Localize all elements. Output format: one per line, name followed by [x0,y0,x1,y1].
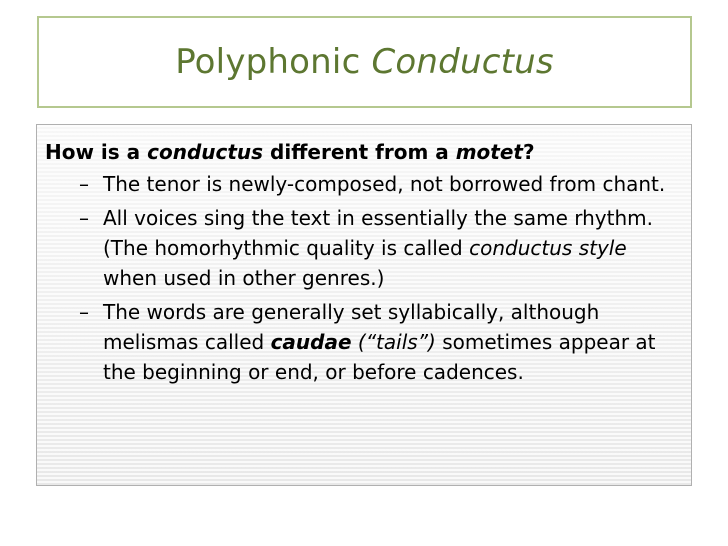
term-tails: (“tails”) [351,330,436,354]
bullet-text: The tenor is newly-composed, not borrowed from chant. [103,172,666,196]
bullet-text-end: when used in other genres.) [103,266,385,290]
question-part1: How is a [45,140,148,164]
question-part3: different from a [263,140,456,164]
bullet-text: The words are generally set syllabically, although melismas called [103,300,600,354]
bullet-dash: – [79,172,89,196]
term-caudae: caudae [270,330,352,354]
bullet-dash: – [79,300,89,324]
slide-title [175,42,554,82]
bullet-dash: – [79,206,89,230]
term-conductus-style: conductus style [469,236,627,260]
content-box [36,124,692,486]
bullet-item-tenor [45,169,685,199]
bullet-text: All voices sing the text in essentially the same rhythm. (The homorhythmic quality is called [103,206,653,260]
question-mark: ? [522,140,535,164]
question-term-conductus: conductus [147,140,264,164]
bullet-list [45,169,685,387]
title-box [37,16,692,108]
bullet-text-end: sometimes appear at the beginning or end, or before cadences. [103,330,656,384]
question-term-motet: motet [455,140,523,164]
title-plain: Polyphonic [175,42,372,82]
title-italic: Conductus [371,42,554,82]
bullet-item-rhythm [45,203,685,293]
question-heading [45,137,685,167]
bullet-item-syllabic [45,297,685,387]
